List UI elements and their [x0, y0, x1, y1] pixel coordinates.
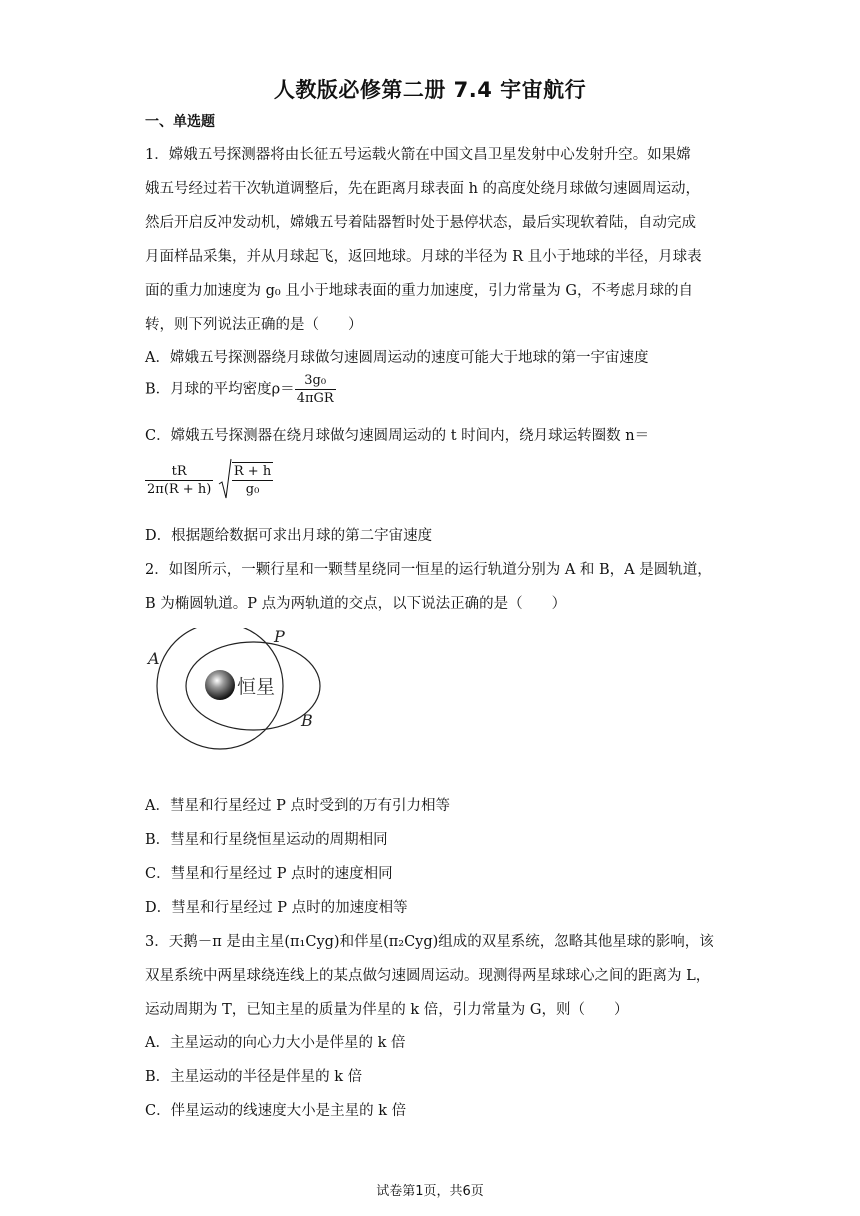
q2-option-b[interactable]: B．彗星和行星绕恒星运动的周期相同: [145, 832, 388, 848]
orbit-count-denominator: 2π(R + h): [147, 481, 212, 497]
q3-option-a[interactable]: A．主星运动的向心力大小是伴星的 k 倍: [145, 1035, 406, 1051]
orbit-count-fraction: [145, 463, 213, 498]
sqrt-expression: [218, 458, 273, 502]
page-footer: 试卷第1页，共6页: [376, 1184, 484, 1199]
density-numerator: 3g₀: [295, 372, 336, 390]
q1-option-d[interactable]: D．根据题给数据可求出月球的第二宇宙速度: [145, 528, 433, 544]
q2-option-a[interactable]: A．彗星和行星经过 P 点时受到的万有引力相等: [145, 798, 450, 814]
q1-line: 月面样品采集，并从月球起飞，返回地球。月球的半径为 R 且小于地球的半径，月球表: [145, 249, 702, 265]
q1-line: 娥五号经过若干次轨道调整后，先在距离月球表面 h 的高度处绕月球做匀速圆周运动，: [145, 181, 701, 197]
density-fraction: [295, 372, 336, 407]
orbit-b-label: B: [301, 711, 313, 730]
q3-option-b[interactable]: B．主星运动的半径是伴星的 k 倍: [145, 1069, 363, 1085]
q1-option-c[interactable]: C．嫦娥五号探测器在绕月球做匀速圆周运动的 t 时间内，绕月球运转圈数 n＝: [145, 428, 650, 444]
q1-option-b[interactable]: [145, 372, 336, 407]
orbit-a-label: A: [148, 649, 160, 668]
page-title: 人教版必修第二册 7.4 宇宙航行: [273, 78, 587, 102]
radical-sign-icon: [218, 458, 232, 502]
density-denominator: 4πGR: [296, 391, 334, 406]
q2-line: B 为椭圆轨道。P 点为两轨道的交点，以下说法正确的是（ ）: [145, 596, 567, 612]
q2-option-d[interactable]: D．彗星和行星经过 P 点时的加速度相等: [145, 900, 408, 916]
q1-line: 然后开启反冲发动机，嫦娥五号着陆器暂时处于悬停状态，最后实现软着陆，自动完成: [145, 215, 696, 231]
star-icon: [205, 670, 235, 700]
q1-line: 转，则下列说法正确的是（ ）: [145, 317, 363, 333]
sqrt-numerator: R + h: [233, 464, 272, 479]
q1-line: 面的重力加速度为 g₀ 且小于地球表面的重力加速度，引力常量为 G，不考虑月球的自: [145, 283, 694, 299]
sqrt-fraction: [232, 462, 273, 498]
star-label: 恒星: [237, 676, 276, 698]
q3-line: 双星系统中两星球绕连线上的某点做匀速圆周运动。现测得两星球球心之间的距离为 L，: [145, 968, 711, 984]
q1-option-a[interactable]: A．嫦娥五号探测器绕月球做匀速圆周运动的速度可能大于地球的第一宇宙速度: [145, 350, 649, 366]
q3-line: 3．天鹅－π 是由主星(π₁Cyg)和伴星(π₂Cyg)组成的双星系统，忽略其他星球的影响，该: [145, 934, 714, 950]
q1-option-c-formula: [145, 458, 273, 502]
sqrt-denominator: g₀: [245, 482, 260, 497]
orbit-count-numerator: tR: [145, 463, 213, 481]
q1-line: 1．嫦娥五号探测器将由长征五号运载火箭在中国文昌卫星发射中心发射升空。如果嫦: [145, 147, 691, 163]
orbit-diagram-svg: [145, 628, 335, 753]
q2-option-c[interactable]: C．彗星和行星经过 P 点时的速度相同: [145, 866, 393, 882]
q1-option-b-text: B．月球的平均密度ρ＝: [145, 381, 295, 398]
q3-line: 运动周期为 T，已知主星的质量为伴星的 k 倍，引力常量为 G，则（ ）: [145, 1002, 629, 1018]
q3-option-c[interactable]: C．伴星运动的线速度大小是主星的 k 倍: [145, 1103, 407, 1119]
point-p-label: P: [274, 628, 285, 646]
orbit-diagram: [145, 628, 335, 757]
q2-line: 2．如图所示，一颗行星和一颗彗星绕同一恒星的运行轨道分别为 A 和 B，A 是圆轨道，: [145, 562, 712, 578]
section-heading: 一、单选题: [145, 114, 215, 130]
